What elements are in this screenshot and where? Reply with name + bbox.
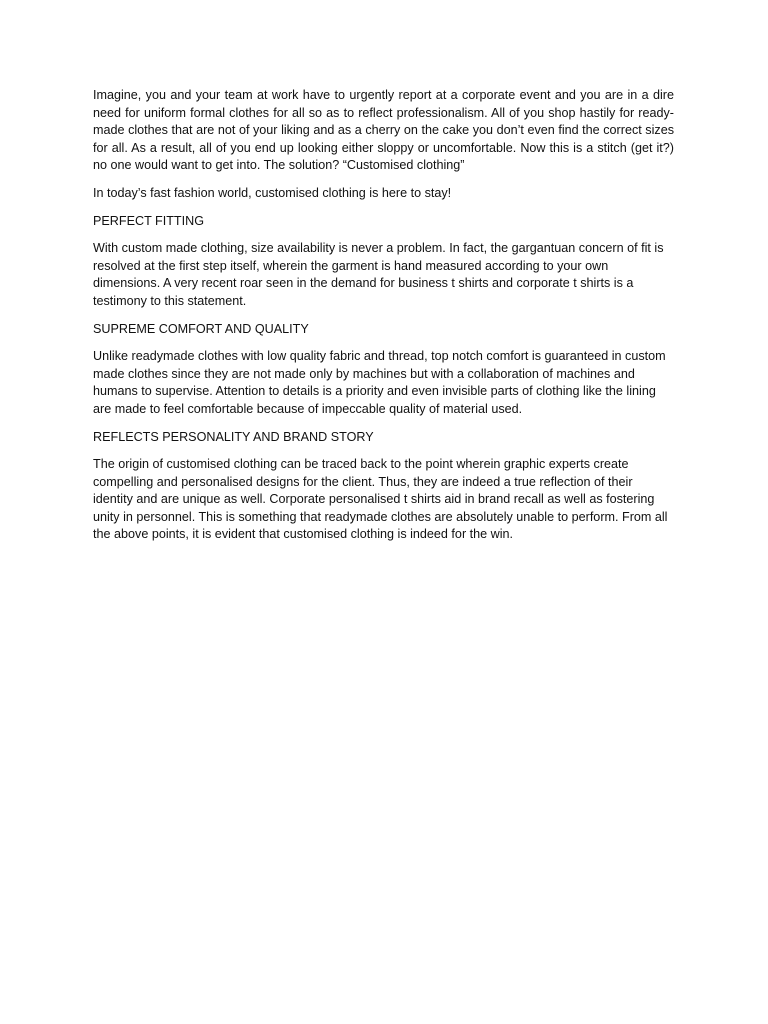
tagline-paragraph: In today’s fast fashion world, customised clothing is here to stay! <box>93 185 452 200</box>
intro-paragraph: Imagine, you and your team at work have to urgently report at a corporate event and you are in a dire need for uniform formal clothes for all so as to reflect professionalism. All of you shop hastily for ready-made clothes that are not of your liking and as a cherry on the cake you don’t even find the correct sizes for all. As a result, all of you end up looking either sloppy or uncomfortable. Now this is a stitch (get it?) no one would want to get into. The solution? “Customised clothing” <box>93 88 674 173</box>
perfect-fitting-paragraph: With custom made clothing, size availability is never a problem. In fact, the gargantuan concern of fit is resolved at the first step itself, wherein the garment is hand measured according to your own dimensions. A very recent roar seen in the demand for business t shirts and corporate t shirts is a testimony to this statement. <box>93 241 664 308</box>
section-heading-personality-brand: REFLECTS PERSONALITY AND BRAND STORY <box>93 429 374 444</box>
document-page <box>93 87 674 554</box>
section-heading-perfect-fitting: PERFECT FITTING <box>93 213 205 228</box>
supreme-comfort-paragraph: Unlike readymade clothes with low quality fabric and thread, top notch comfort is guaranteed in custom made clothes since they are not made only by machines but with a collaboration of machines and humans to supervise. Attention to details is a priority and even invisible parts of clothing like the lining are made to feel comfortable because of impeccable quality of material used. <box>93 349 666 416</box>
section-heading-supreme-comfort: SUPREME COMFORT AND QUALITY <box>93 321 309 336</box>
personality-brand-paragraph: The origin of customised clothing can be traced back to the point wherein graphic experts create compelling and personalised designs for the client. Thus, they are indeed a true reflection of their identity and are unique as well. Corporate personalised t shirts aid in brand recall as well as fostering unity in personnel. This is something that readymade clothes are absolutely unable to perform. From all the above points, it is evident that customised clothing is indeed for the win. <box>93 457 668 542</box>
